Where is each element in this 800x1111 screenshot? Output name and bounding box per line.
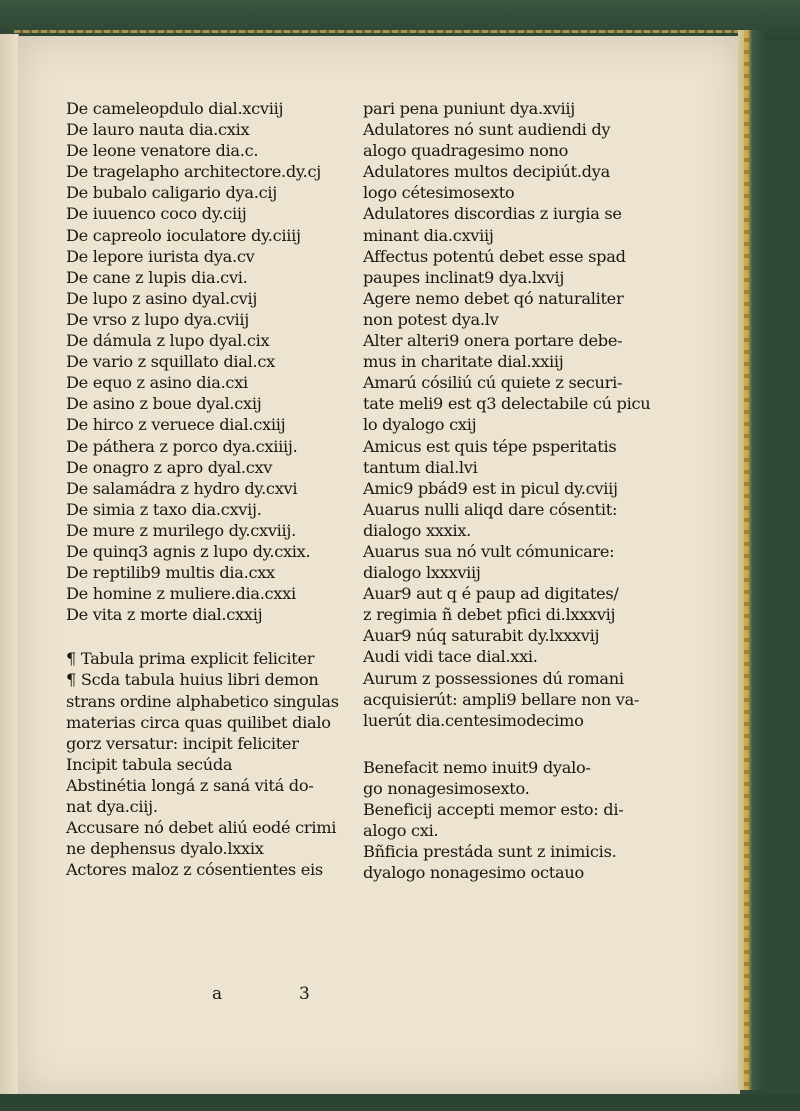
text-line: De vrso z lupo dya.cviij [66,309,250,329]
gilt-stripe [744,30,749,1090]
text-line: Abstinétia longá z saná vitá do- [66,775,314,795]
text-line: nat dya.ciij. [66,797,158,816]
text-line: Auarus sua nó vult cómunicare: [363,541,615,561]
text-line: ¶ Tabula prima explicit feliciter [66,649,315,669]
text-line: logo cétesimosexto [363,183,515,203]
text-line: De asino z boue dyal.cxij [66,394,262,414]
text-line: De capreolo ioculatore dy.ciiij [66,225,301,245]
text-line: De cameleopdulo dial.xcviij [66,99,284,118]
book-binding-top [0,0,800,40]
text-line: dyalogo nonagesimo octauo [363,863,584,883]
text-line: De páthera z porco dya.cxiiij. [66,436,298,456]
text-line: Benefacit nemo inuit9 dyalo- [363,757,591,777]
text-line: De simia z taxo dia.cxvij. [66,499,262,519]
text-line: tate meli9 est q3 delectabile cú picu [363,394,651,414]
text-line: dialogo lxxxviij [363,563,481,583]
index-list-a [363,98,693,731]
text-line: dialogo xxxix. [363,520,472,540]
right-text-column [363,98,693,883]
text-line: tantum dial.lvi [363,457,478,477]
signature-line [66,984,366,1004]
text-line: Auar9 aut q é paup ad digitates/ [363,584,619,604]
text-line: Audi vidi tace dial.xxi. [363,647,538,667]
text-line: De quinq3 agnis z lupo dy.cxix. [66,541,311,561]
text-line: De lupo z asino dyal.cvij [66,288,258,308]
text-line: De lauro nauta dia.cxix [66,120,250,140]
text-line: De salamádra z hydro dy.cxvi [66,478,298,498]
text-line: Affectus potentú debet esse spad [363,246,626,266]
text-line: De onagro z apro dyal.cxv [66,457,273,477]
book-page [18,36,740,1096]
text-line: acquisierút: ampli9 bellare non va- [363,689,640,709]
folio-number: 3 [299,984,310,1004]
text-line: Bñficia prestáda sunt z inimicis. [363,842,617,862]
index-list-b [363,757,693,884]
text-line: luerút dia.centesimodecimo [363,710,584,730]
text-line: z regimia ñ debet pfici di.lxxxvij [363,605,616,625]
text-line: De bubalo caligario dya.cij [66,183,277,203]
text-line: Amicus est quis tépe psperitatis [363,436,617,456]
paragraph-gap [363,731,693,757]
text-line: Beneficij accepti memor esto: di- [363,800,624,819]
left-text-column [66,98,366,880]
text-line: De reptilib9 multis dia.cxx [66,563,275,583]
text-line: non potest dya.lv [363,309,499,329]
text-line: gorz versatur: incipit feliciter [66,733,299,753]
index-list [66,98,366,625]
book-binding-bottom [0,1094,800,1111]
text-line: materias circa quas quilibet dialo [66,712,331,732]
text-line: Accusare nó debet aliú eodé crimi [66,818,337,838]
text-line: paupes inclinat9 dya.lxvij [363,267,565,287]
text-line: De equo z asino dia.cxi [66,373,248,393]
text-line: De lepore iurista dya.cv [66,246,255,266]
signature-mark: a [212,984,223,1004]
text-line: Aurum z possessiones dú romani [363,668,624,688]
text-line: De iuuenco coco dy.ciij [66,204,247,224]
gilt-page-edge [738,30,764,1090]
text-line: minant dia.cxviij [363,225,494,245]
text-line: Amic9 pbád9 est in picul dy.cviij [363,478,618,498]
text-line: Adulatores discordias z iurgia se [363,204,622,224]
text-line: De cane z lupis dia.cvi. [66,267,248,287]
text-line: alogo cxi. [363,821,439,841]
facing-page-edge [0,34,19,1094]
text-line: pari pena puniunt dya.xviij [363,99,575,118]
text-line: strans ordine alphabetico singulas [66,691,339,711]
text-line: Adulatores nó sunt audiendi dy [363,120,611,140]
text-line: De leone venatore dia.c. [66,141,259,161]
text-line: lo dyalogo cxij [363,415,477,435]
text-line: Actores maloz z cósentientes eis [66,860,323,880]
text-line: De hirco z veruece dial.cxiij [66,415,286,435]
text-line: Alter alteri9 onera portare debe- [363,331,623,351]
text-line: Adulatores multos decipiút.dya [363,162,610,182]
text-line: Agere nemo debet qó naturaliter [363,288,624,308]
text-line: ¶ Scda tabula huius libri demon [66,670,319,690]
text-line: ne dephensus dyalo.lxxix [66,839,264,859]
text-line: mus in charitate dial.xxiij [363,352,564,372]
tabula-closing-block [66,648,366,880]
text-line: De tragelapho architectore.dy.cj [66,162,321,182]
text-line: De vario z squillato dial.cx [66,352,275,372]
text-line: De dámula z lupo dyal.cix [66,331,270,351]
text-line: Auarus nulli aliqd dare cósentit: [363,499,618,519]
text-line: De vita z morte dial.cxxij [66,605,263,625]
text-line: De mure z murilego dy.cxviij. [66,520,296,540]
text-line: go nonagesimosexto. [363,778,530,798]
gilt-border-line [14,30,760,33]
text-line: Incipit tabula secúda [66,754,233,774]
text-line: Auar9 núq saturabit dy.lxxxvij [363,626,600,646]
paragraph-gap [66,625,366,648]
text-line: Amarú cósiliú cú quiete z securi- [363,373,623,393]
text-line: De homine z muliere.dia.cxxi [66,584,296,604]
text-line: alogo quadragesimo nono [363,141,569,161]
